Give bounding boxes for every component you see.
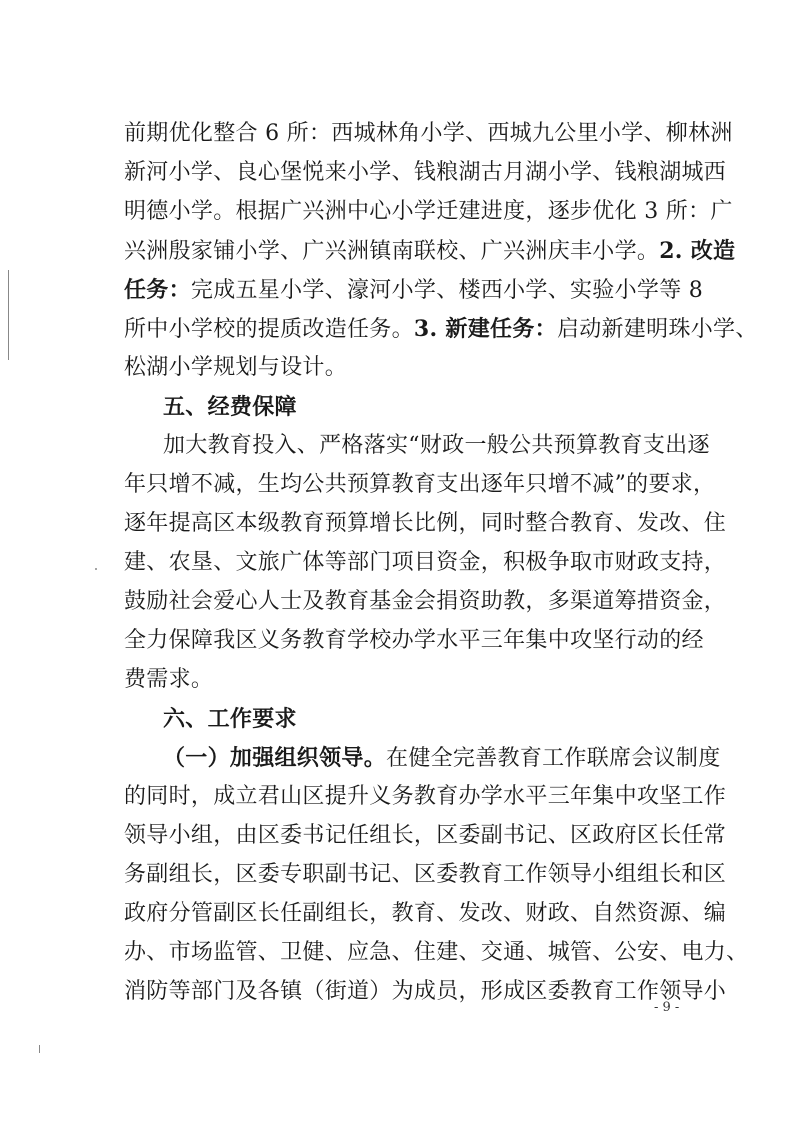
section-heading: 五、经费保障 — [163, 394, 297, 420]
scan-mark — [39, 1045, 40, 1053]
text-line: 的同时，成立君山区提升义务教育办学水平三年集中攻坚工作 — [124, 784, 727, 809]
text-line: 鼓励社会爱心人士及教育基金会捐资助教，多渠道筹措资金， — [124, 589, 727, 614]
text-line: 办、市场监管、卫健、应急、住建、交通、城管、公安、电力、 — [124, 940, 749, 965]
text-line: 建、农垦、文旅广体等部门项目资金，积极争取市财政支持， — [124, 550, 727, 575]
text-line: 前期优化整合 6 所：西城林角小学、西城九公里小学、柳林洲 — [124, 121, 733, 146]
section-heading: 六、工作要求 — [163, 706, 297, 732]
text-line — [124, 277, 704, 304]
text-line: 费需求。 — [124, 667, 214, 692]
text-run: 兴洲殷家铺小学、广兴洲镇南联校、广兴洲庆丰小学。 — [124, 239, 660, 264]
text-line: 逐年提高区本级教育预算增长比例，同时整合教育、发改、住 — [124, 511, 727, 536]
text-line: 松湖小学规划与设计。 — [124, 355, 348, 380]
bold-run: 2. 改造 — [659, 238, 736, 264]
text-line: 消防等部门及各镇（街道）为成员，形成区委教育工作领导小 — [124, 979, 727, 1004]
scan-mark — [8, 270, 9, 360]
text-run: 完成五星小学、濠河小学、楼西小学、实验小学等 8 — [190, 278, 704, 303]
bold-run: 任务： — [124, 277, 191, 303]
bold-run: 3. 新建任务： — [413, 316, 557, 342]
subsection-heading: （一）加强组织领导。 — [163, 745, 387, 771]
text-line: 政府分管副区长任副组长，教育、发改、财政、自然资源、编 — [124, 901, 727, 926]
text-line: 明德小学。根据广兴洲中心小学迁建进度，逐步优化 3 所：广 — [124, 199, 733, 224]
text-run: 所中小学校的提质改造任务。 — [124, 317, 414, 342]
text-line — [124, 238, 736, 265]
page-number: - 9 - — [654, 1000, 680, 1015]
text-line: 领导小组，由区委书记任组长，区委副书记、区政府区长任常 — [124, 823, 727, 848]
text-line: 务副组长，区委专职副书记、区委教育工作领导小组组长和区 — [124, 862, 727, 887]
text-line: 全力保障我区义务教育学校办学水平三年集中攻坚行动的经 — [124, 628, 704, 653]
text-line — [163, 745, 721, 772]
text-run: 启动新建明珠小学、 — [556, 317, 758, 342]
text-line: 年只增不减，生均公共预算教育支出逐年只增不减”的要求， — [124, 472, 716, 497]
text-line — [124, 316, 758, 343]
text-run: 在健全完善教育工作联席会议制度 — [386, 746, 721, 771]
scan-dot — [95, 568, 97, 570]
text-line: 加大教育投入、严格落实“财政一般公共预算教育支出逐 — [163, 433, 710, 458]
text-line: 新河小学、良心堡悦来小学、钱粮湖古月湖小学、钱粮湖城西 — [124, 160, 727, 185]
